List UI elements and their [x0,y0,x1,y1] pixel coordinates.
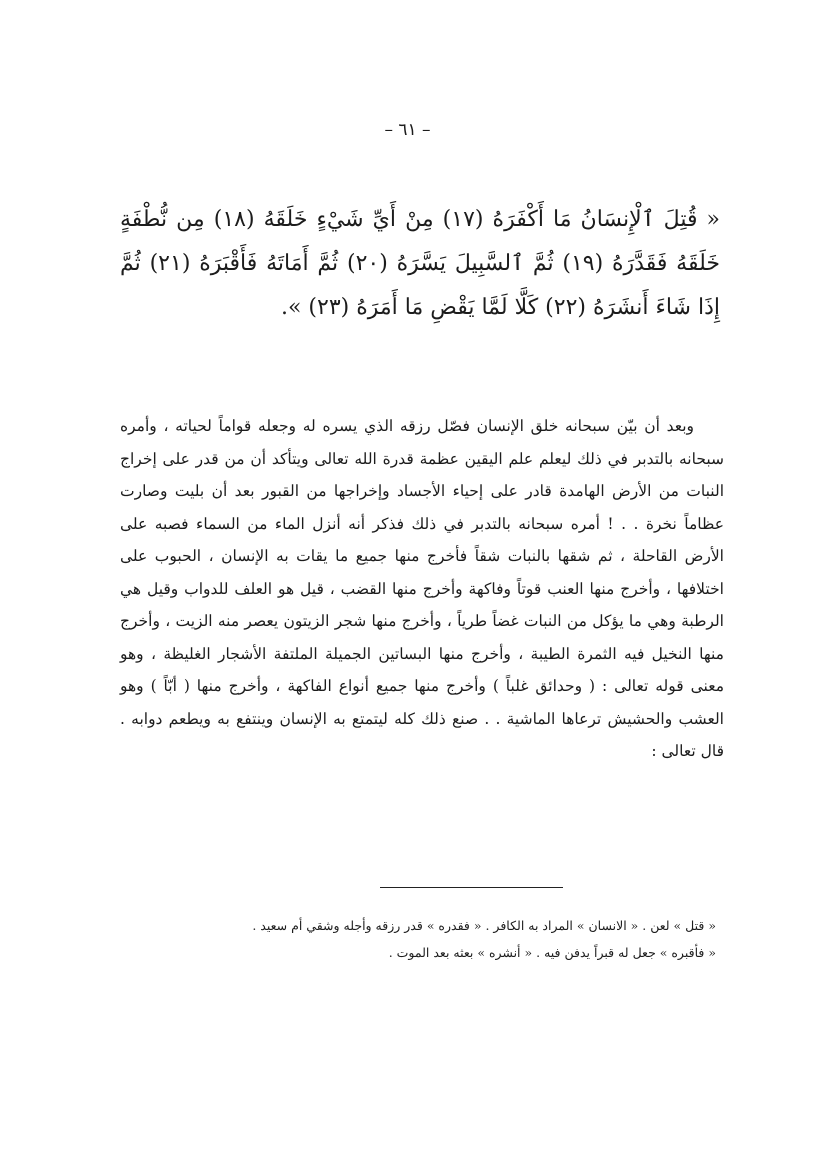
page-number: – ٦١ – [384,120,431,140]
footnote-divider [380,887,563,888]
footnotes [110,912,716,966]
footnote-line: « فأقبره » جعل له قبراً يدفن فيه . « أنشره » بعثه بعد الموت . [388,945,716,960]
footnote-line: « قتل » لعن . « الانسان » المراد به الكافر . « فقدره » قدر رزقه وأجله وشقي أم سعيد . [252,918,716,933]
commentary-paragraph: وبعد أن بيّن سبحانه خلق الإنسان فصّل رزقه الذي يسره له وجعله قواماً لحياته ، وأمره سبحانه بالتدبر في ذلك ليعلم علم اليقين عظمة قدرة الله تعالى ويتأكد أن من قدر على إخراج النبات من الأرض الهامدة قادر على إحياء الأجساد وإخراجها من القبور بعد أن بليت وصارت عظاماً نخرة . . ! أمره سبحانه بالتدبر في ذلك فذكر أنه أنزل الماء من السماء فصبه على الأرض القاحلة ، ثم شقها بالنبات شقاً فأخرج منها جميع ما يقات به الإنسان ، الحبوب على اختلافها ، وأخرج منها العنب قوتاً وفاكهة وأخرج منها القضب ، قيل هو العلف للدواب وقيل هي الرطبة وهي ما يؤكل من النبات غضاً طرياً ، وأخرج منها شجر الزيتون يعصر منه الزيت ، وأخرج منها النخيل فيه الثمرة الطيبة ، وأخرج منها البساتين الجميلة الملتفة الأشجار الغليظة ، وهو معنى قوله تعالى : ( وحدائق غلباً ) وأخرج منها جميع أنواع الفاكهة ، وأخرج منها ( أبّاً ) وهو العشب والحشيش ترعاها الماشية . . صنع ذلك كله ليتمتع به الإنسان وينتفع به ويطعم دوابه . قال تعالى : [120,417,724,760]
quran-verse-block: « قُتِلَ ٱلْإِنسَانُ مَا أَكْفَرَهُ (١٧) مِنْ أَيِّ شَيْءٍ خَلَقَهُ (١٨) مِن نُّطْفَةٍ خَلَقَهُ فَقَدَّرَهُ (١٩) ثُمَّ ٱلسَّبِيلَ يَسَّرَهُ (٢٠) ثُمَّ أَمَاتَهُ فَأَقْبَرَهُ (٢١) ثُمَّ إِذَا شَاءَ أَنشَرَهُ (٢٢) كَلَّا لَمَّا يَقْضِ مَا أَمَرَهُ (٢٣) ». [120,207,720,320]
